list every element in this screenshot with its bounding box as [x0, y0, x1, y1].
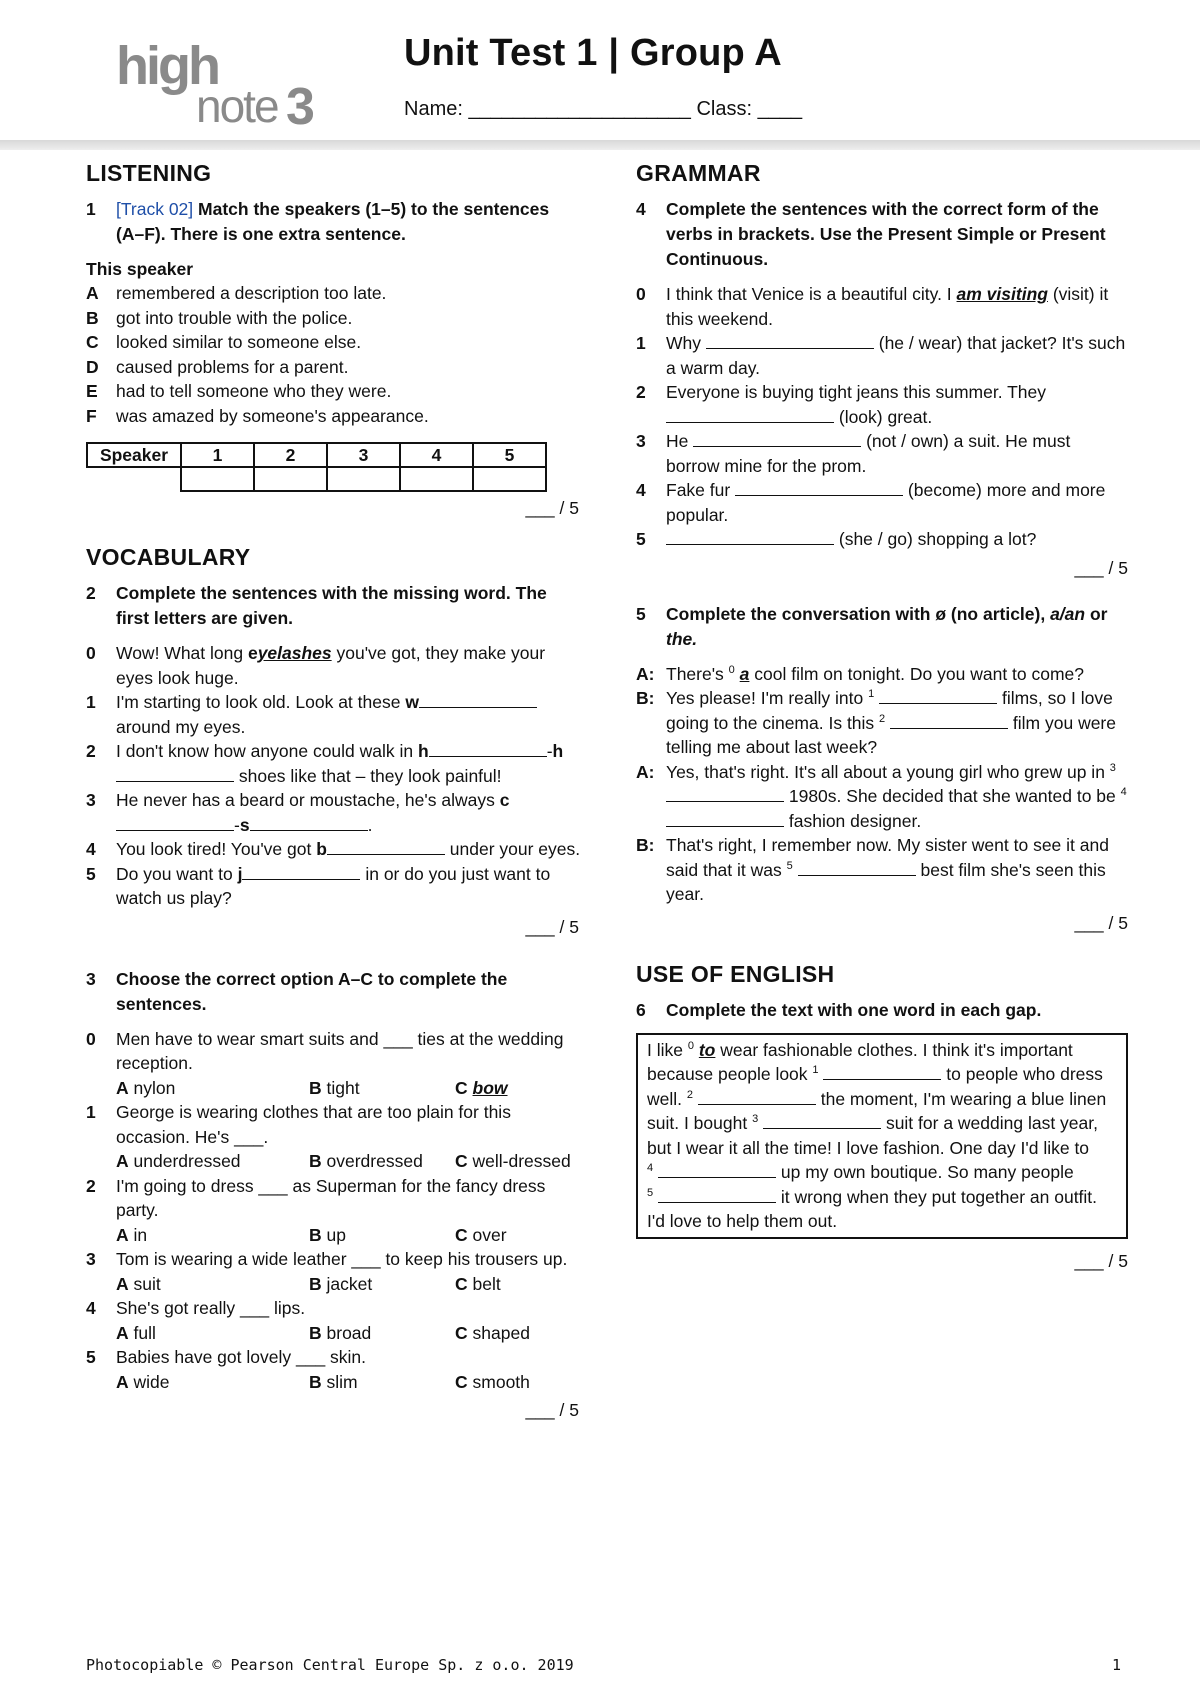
option-a[interactable]: A suit [116, 1273, 161, 1294]
gap-4[interactable] [327, 837, 445, 855]
gap-2[interactable] [698, 1087, 816, 1105]
footer-copyright: Photocopiable © Pearson Central Europe Sp. z o.o. 2019 [86, 1656, 574, 1674]
listening-option: B got into trouble with the police. [86, 307, 353, 328]
gap-3[interactable] [666, 784, 784, 802]
gap-1[interactable] [706, 331, 874, 349]
answer-cell-1[interactable] [181, 467, 254, 491]
task-4-items [636, 282, 1128, 552]
task-3-instruction: 3 Choose the correct option A–C to complete the sentences. [86, 968, 508, 1014]
listening-heading: LISTENING [86, 160, 212, 186]
listening-score: ___ / 5 [525, 498, 579, 518]
option-c[interactable]: C shaped [455, 1322, 530, 1343]
gap-4[interactable] [735, 478, 903, 496]
listening-option: A remembered a description too late. [86, 283, 387, 303]
listening-option: D caused problems for a parent. [86, 356, 349, 377]
option-c[interactable]: C belt [455, 1273, 501, 1294]
gap-3-b[interactable] [250, 813, 368, 831]
right-column [636, 160, 1128, 1275]
answer-options [86, 1321, 582, 1346]
option-b[interactable]: B jacket [309, 1273, 373, 1294]
table-header-cell: 5 [473, 443, 546, 467]
option-a[interactable]: A underdressed [116, 1151, 241, 1171]
use-of-english-heading: USE OF ENGLISH [636, 960, 835, 987]
track-label: [Track 02] [116, 199, 194, 219]
list-item: 3 He never has a beard or moustache, he's always c-s . [86, 790, 510, 835]
vocabulary-heading: VOCABULARY [86, 544, 251, 570]
gap-1[interactable] [419, 690, 537, 708]
option-a[interactable]: A wide [116, 1371, 170, 1392]
gap-2-b[interactable] [116, 764, 234, 782]
table-header-cell: 2 [254, 443, 327, 467]
table-cell [87, 467, 181, 491]
task-5-conversation [636, 662, 1128, 907]
task-6-score: ___ / 5 [1074, 1250, 1128, 1271]
answer-cell-5[interactable] [473, 467, 546, 491]
dialogue-line: B: Yes please! I'm really into $^1$ films, so I love going to the cinema. Is this $^2$ film you were telling me about last week? [636, 688, 1116, 757]
answer-options [86, 1076, 582, 1101]
list-item: 5 (she / go) shopping a lot? [636, 529, 1037, 549]
option-b[interactable]: B overdressed [309, 1151, 423, 1171]
gap-2[interactable] [666, 405, 834, 423]
logo-note: note [196, 80, 278, 130]
gap-4[interactable] [658, 1160, 776, 1178]
option-a[interactable]: A full [116, 1322, 156, 1343]
gap-3[interactable] [693, 429, 861, 447]
table-header-cell: 3 [327, 443, 400, 467]
dialogue-line: A: Yes, that's right. It's all about a young girl who grew up in $^3$ 1980s. She decided that she wanted to be $^4$ fashion designer. [636, 761, 1127, 831]
listening-intro: This speaker [86, 259, 193, 279]
list-item: 3 He (not / own) a suit. He must borrow mine for the prom. [636, 431, 1071, 476]
list-item: 4 You look tired! You've got b under your eyes. [86, 839, 581, 859]
task-6-instruction: 6 Complete the text with one word in each gap. [636, 999, 1042, 1020]
question-item: 5 Babies have got lovely ___ skin. [86, 1347, 367, 1367]
task-3-score: ___ / 5 [525, 1400, 579, 1420]
gap-1[interactable] [823, 1062, 941, 1080]
task-4-score: ___ / 5 [1074, 557, 1128, 578]
gap-5[interactable] [666, 527, 834, 545]
left-column [86, 160, 582, 1424]
option-b[interactable]: B broad [309, 1322, 372, 1343]
answer-options [86, 1370, 582, 1395]
question-item: 4 She's got really ___ lips. [86, 1298, 306, 1318]
gap-4[interactable] [666, 809, 784, 827]
table-header-cell: Speaker [87, 443, 181, 467]
gap-5[interactable] [798, 858, 916, 876]
list-item: 2 Everyone is buying tight jeans this summer. They (look) great. [636, 382, 1047, 427]
dialogue-line: A: There's $^0$ a cool film on tonight. Do you want to come? [636, 663, 1085, 684]
list-item: 2 I don't know how anyone could walk in h -h shoes like that – they look painful! [86, 741, 564, 786]
example-answer: a [739, 663, 750, 684]
list-item: 0 I think that Venice is a beautiful city. I am visiting (visit) it this weekend. [636, 284, 1109, 329]
answer-cell-2[interactable] [254, 467, 327, 491]
listening-option: F was amazed by someone's appearance. [86, 405, 429, 426]
dialogue-line: B: That's right, I remember now. My sister went to see it and said that it was $^5$ best film she's seen this year. [636, 835, 1109, 904]
option-b[interactable]: B tight [309, 1077, 360, 1098]
option-c[interactable]: C over [455, 1224, 507, 1245]
gap-2[interactable] [890, 711, 1008, 729]
task-6-text-box: I like $^0$ to wear fashionable clothes. I think it's important because people look $^1$ to people who dress well. $^2$ the moment, I'm wearing a blue linen suit. I bought $^3$ suit for a wedding last year, but I wear it all the time! I love fashion. One day I'd like to $^4$ up my own boutique. So many people $^5$ it wrong when they put together an outfit. I'd love to help them out. [636, 1033, 1128, 1239]
table-header-cell: 1 [181, 443, 254, 467]
task-2-items [86, 641, 582, 911]
gap-2[interactable] [429, 739, 547, 757]
answer-cell-4[interactable] [400, 467, 473, 491]
list-item: 0 Wow! What long eyelashes you've got, they make your eyes look huge. [86, 643, 546, 688]
gap-5[interactable] [242, 862, 360, 880]
example-answer: eyelashes [247, 643, 332, 663]
grammar-heading: GRAMMAR [636, 160, 761, 186]
list-item: 1 Why (he / wear) that jacket? It's such a warm day. [636, 333, 1126, 378]
question-item: 0 Men have to wear smart suits and ___ ties at the wedding reception. [86, 1028, 564, 1073]
list-item: 1 I'm starting to look old. Look at these w around my eyes. [86, 690, 582, 739]
option-c[interactable]: C bow [455, 1077, 508, 1098]
page-number: 1 [1112, 1656, 1122, 1674]
question-item: 2 I'm going to dress ___ as Superman for the fancy dress party. [86, 1175, 546, 1220]
task-2-instruction: 2 Complete the sentences with the missing word. The first letters are given. [86, 583, 547, 628]
option-c[interactable]: C smooth [455, 1371, 530, 1392]
option-b[interactable]: B up [309, 1224, 346, 1245]
task-1-instruction: 1 [Track 02] Match the speakers (1–5) to the sentences (A–F). There is one extra sentence. [86, 199, 550, 244]
option-b[interactable]: B slim [309, 1371, 358, 1392]
gap-3[interactable] [763, 1111, 881, 1129]
listening-option: C looked similar to someone else. [86, 332, 362, 352]
example-answer: am visiting [956, 284, 1048, 304]
name-class-line: Name: ____________________ Class: ____ [404, 98, 803, 120]
answer-cell-3[interactable] [327, 467, 400, 491]
list-item: 4 Fake fur (become) more and more popular. [636, 480, 1106, 525]
table-header-cell: 4 [400, 443, 473, 467]
question-item: 3 Tom is wearing a wide leather ___ to keep his trousers up. [86, 1249, 568, 1269]
answer-options [86, 1272, 582, 1297]
question-item: 1 George is wearing clothes that are too plain for this occasion. He's ___. [86, 1102, 511, 1147]
option-c[interactable]: C well-dressed [455, 1151, 571, 1171]
logo-high: high [116, 36, 218, 96]
listening-options [86, 281, 582, 428]
task-4-instruction: 4 Complete the sentences with the correct form of the verbs in brackets. Use the Present Simple or Present Continuous. [636, 199, 1106, 269]
task-3-items [86, 1027, 582, 1395]
task-5-score: ___ / 5 [1074, 912, 1128, 933]
logo-digit: 3 [286, 78, 315, 130]
task-5-instruction: 5 Complete the conversation with ø (no article), a/an or the. [636, 603, 1108, 649]
option-a[interactable]: A nylon [116, 1077, 176, 1098]
high-note-3-logo [116, 34, 331, 130]
task-2-score: ___ / 5 [525, 916, 579, 937]
header-divider-band [0, 140, 1200, 150]
speaker-table [86, 442, 547, 492]
listening-option: E had to tell someone who they were. [86, 381, 392, 401]
option-a[interactable]: A in [116, 1224, 148, 1245]
gap-5[interactable] [658, 1185, 776, 1203]
answer-options [86, 1149, 582, 1174]
page-title: Unit Test 1 | Group A [404, 32, 782, 74]
list-item: 5 Do you want to j in or do you just want to watch us play? [86, 863, 551, 908]
gap-1[interactable] [879, 686, 997, 704]
answer-options [86, 1223, 582, 1248]
example-answer: to [698, 1039, 716, 1060]
gap-3[interactable] [116, 813, 234, 831]
